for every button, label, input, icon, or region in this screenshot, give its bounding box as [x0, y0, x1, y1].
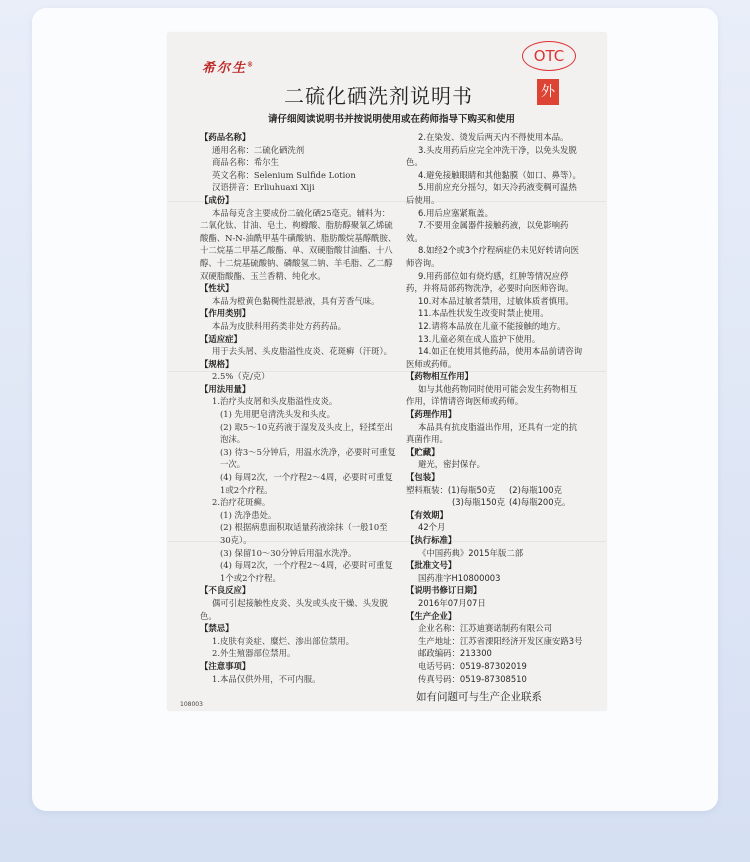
section-text: 14.如正在使用其他药品，使用本品前请咨询医师或药师。: [406, 346, 583, 369]
section-heading: 【生产企业】: [406, 610, 457, 621]
section-heading: 【批准文号】: [406, 560, 457, 571]
section-text: 汉语拼音：Erliuhuaxi Xiji: [212, 182, 315, 193]
instruction-leaflet: [168, 33, 606, 710]
section-text: 避光，密封保存。: [418, 459, 485, 470]
section-heading: 【适应症】: [200, 333, 242, 344]
section-text: 通用名称：二硫化硒洗剂: [212, 144, 305, 155]
left-column: [200, 131, 398, 685]
section-text: 本品具有抗皮脂溢出作用，还具有一定的抗真菌作用。: [406, 421, 578, 445]
section-text: 2.在染发、烫发后两天内不得使用本品。: [418, 132, 569, 142]
section-text: (1) 洗净患处。: [220, 509, 277, 520]
section-text: (2) 取5～10克药液于湿发及头皮上，轻揉至出泡沫。: [220, 421, 393, 445]
section-heading: 【作用类别】: [200, 308, 251, 319]
section-text: 国药准字H10800003: [418, 572, 501, 583]
packaging-table: [406, 484, 574, 509]
section-text: (3) 保留10～30分钟后用温水洗净。: [220, 547, 357, 558]
section-text: 用于去头屑、头皮脂溢性皮炎、花斑癣（汗斑）。: [212, 346, 393, 357]
section-text: 10.对本品过敏者禁用，过敏体质者慎用。: [418, 295, 574, 306]
section-text: 2.外生殖器部位禁用。: [212, 648, 296, 659]
section-text: 11.本品性状发生改变时禁止使用。: [418, 308, 549, 319]
section-text: 生产地址：江苏省溧阳经济开发区康安路3号: [418, 635, 583, 646]
section-heading: 【贮藏】: [406, 446, 440, 457]
section-heading: 【成份】: [200, 194, 234, 205]
section-text: 英文名称：Selenium Sulfide Lotion: [212, 169, 356, 180]
section-text: 邮政编码：213300: [418, 648, 492, 659]
section-text: 电话号码：0519-87302019: [418, 660, 527, 671]
section-text: (4) 每周2次，一个疗程2～4周，必要时可重复1个或2个疗程。: [220, 560, 393, 583]
section-heading: 【禁忌】: [200, 623, 234, 634]
packaging-cell: (3)每瓶150克: [452, 497, 505, 508]
section-text: (1) 先用肥皂清洗头发和头皮。: [220, 409, 336, 420]
section-text: 9.用药部位如有烧灼感，红肿等情况应停药，并将局部药物洗净，必要时向医师咨询。: [406, 270, 574, 294]
section-text: 12.请将本品放在儿童不能接触的地方。: [418, 320, 566, 331]
section-text: 《中国药典》2015年版二部: [418, 547, 524, 558]
print-code: 108003: [180, 701, 203, 708]
section-text: (2) 根据病患面积取适量药液涂抹（一般10至30克）。: [220, 522, 388, 545]
section-heading: 【有效期】: [406, 509, 448, 520]
section-heading: 【不良反应】: [200, 585, 251, 596]
contact-note: 如有问题可与生产企业联系: [416, 691, 542, 704]
otc-badge: OTC: [522, 41, 576, 71]
section-text: 1.皮肤有炎症、糜烂、渗出部位禁用。: [212, 635, 354, 646]
section-heading: 【药理作用】: [406, 409, 457, 420]
section-text: 本品为皮肤科用药类非处方药药品。: [212, 320, 346, 331]
section-heading: 【用法用量】: [200, 383, 251, 394]
section-text: 传真号码：0519-87308510: [418, 673, 527, 684]
brand-logo: 希尔生®: [202, 61, 256, 76]
section-text: 2016年07月07日: [418, 597, 486, 608]
section-text: 5.用前应充分摇匀，如天冷药液变稠可温热后使用。: [406, 182, 577, 205]
packaging-cell: 塑料瓶装：(1)每瓶50克: [406, 484, 496, 495]
packaging-cell: (4)每瓶200克。: [508, 497, 571, 508]
section-text: 本品每克含主要成份二硫化硒25毫克。辅料为：二氧化钛、甘油、皂土、枸橼酸、脂肪醇聚氧乙烯硫酸酯、N-N-油酰甲基牛磺酸钠、脂肪酸烷基醇酰胺、十二烷基二甲基乙酸酯、单、双硬脂酸甘油酯、十八醇、十二烷基硫酸钠、磷酸氢二钠、羊毛脂、乙二醇双硬脂酸酯、玉兰香精、纯化水。: [200, 207, 397, 281]
document-subtitle: 请仔细阅读说明书并按说明使用或在药师指导下购买和使用: [268, 114, 516, 125]
section-text: 2.治疗花斑癣。: [212, 497, 271, 508]
section-text: 如与其他药物同时使用可能会发生药物相互作用，详情请咨询医师或药师。: [406, 383, 578, 407]
section-text: 13.儿童必须在成人监护下使用。: [418, 333, 541, 344]
section-heading: 【注意事项】: [200, 660, 251, 671]
section-heading: 【执行标准】: [406, 535, 457, 545]
section-text: 4.避免接触眼睛和其他黏膜（如口、鼻等）。: [418, 169, 581, 180]
section-heading: 【药品名称】: [200, 132, 251, 142]
right-column: [406, 131, 584, 704]
section-text: 7.不要用金属器件接触药液，以免影响药效。: [406, 220, 569, 243]
section-text: 企业名称：江苏迪赛诺制药有限公司: [418, 623, 552, 634]
section-heading: 【性状】: [200, 283, 234, 294]
section-text: 本品为橙黄色黏稠性混悬液，具有芳香气味。: [212, 295, 380, 306]
section-text: (4) 每周2次，一个疗程2～4周，必要时可重复1或2个疗程。: [220, 472, 393, 495]
document-title: 二硫化硒洗剂说明书: [284, 84, 473, 108]
otc-class-badge: 外: [537, 79, 559, 105]
section-heading: 【药物相互作用】: [406, 371, 473, 382]
section-text: 2.5%（克/克）: [212, 371, 270, 382]
section-text: 1.治疗头皮屑和头皮脂溢性皮炎。: [212, 396, 338, 407]
section-heading: 【规格】: [200, 358, 234, 369]
section-text: 1.本品仅供外用，不可内服。: [212, 673, 321, 684]
section-heading: 【包装】: [406, 472, 440, 483]
packaging-cell: (2)每瓶100克: [508, 484, 562, 495]
section-text: 3.头皮用药后应完全冲洗干净，以免头发脱色。: [406, 144, 577, 168]
section-text: 商品名称：希尔生: [212, 157, 279, 168]
section-text: (3) 待3～5分钟后，用温水洗净，必要时可重复一次。: [220, 446, 396, 470]
section-text: 42个月: [418, 522, 446, 533]
section-heading: 【说明书修订日期】: [406, 585, 482, 596]
section-text: 偶可引起接触性皮炎、头发或头皮干燥、头发脱色。: [200, 597, 388, 621]
section-text: 6.用后应塞紧瓶盖。: [418, 207, 493, 218]
section-text: 8.如经2个或3个疗程病症仍未见好转请向医师咨询。: [406, 245, 580, 268]
